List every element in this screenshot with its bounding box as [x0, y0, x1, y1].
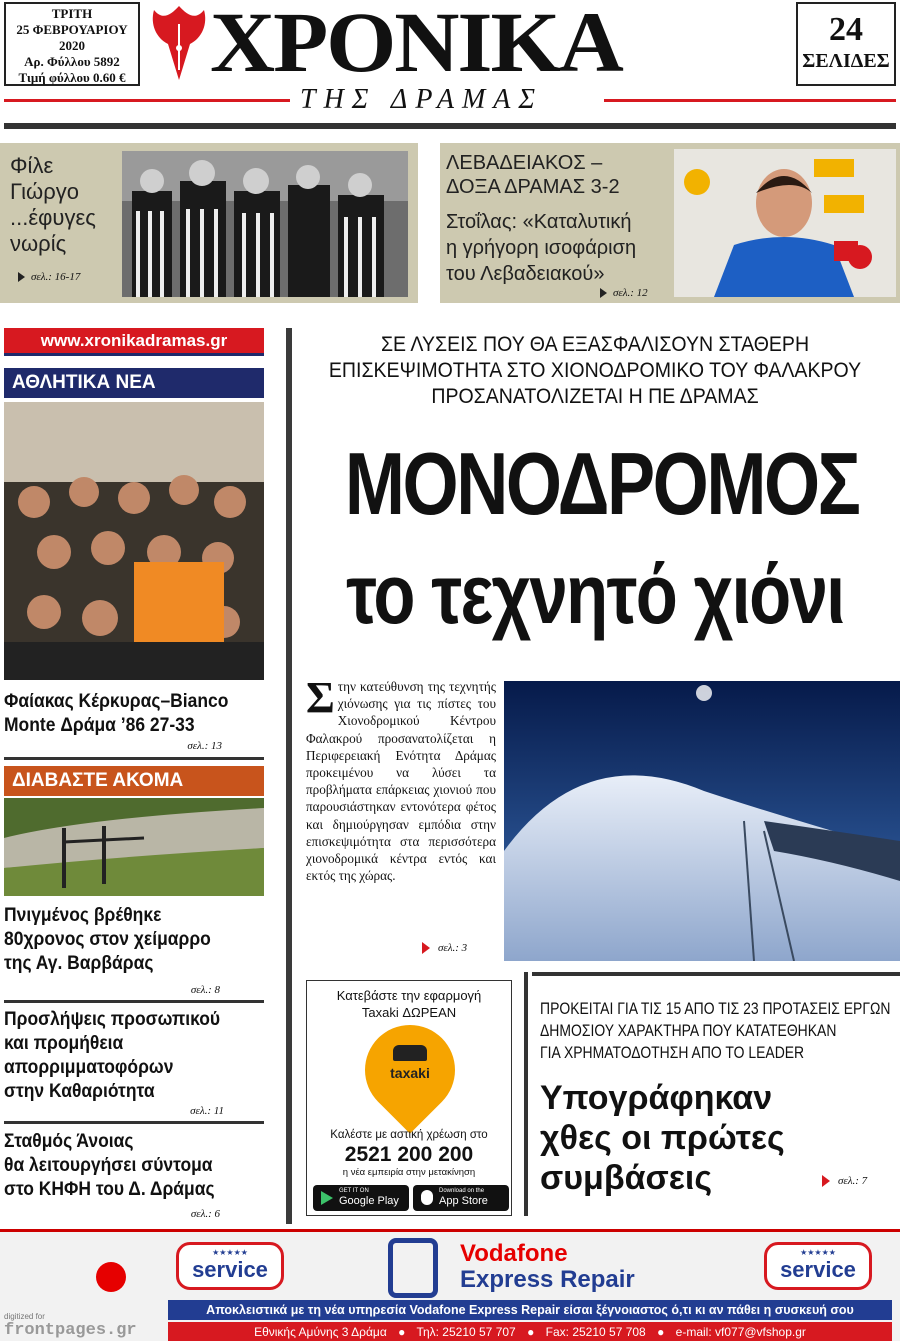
vodafone-logo-icon [96, 1262, 126, 1292]
vodafone-brand: Vodafone [460, 1240, 568, 1267]
google-play-button[interactable]: GET IT ON Google Play [313, 1185, 409, 1211]
issue-date: 25 ΦΕΒΡΟΥΑΡΙΟΥ 2020 [16, 22, 128, 53]
second-story-divider [524, 972, 528, 1216]
story-drowned-page: σελ.: 8 [190, 984, 220, 996]
sports-page: σελ.: 13 [187, 740, 222, 752]
header-divider [4, 123, 896, 129]
vodafone-address: Εθνικής Αμύνης 3 Δράμα [254, 1325, 387, 1339]
teaser-levadeiakos-title: ΛΕΒΑΔΕΙΑΚΟΣ – ΔΟΞΑ ΔΡΑΜΑΣ 3-2 [446, 152, 620, 198]
main-headline-second-line[interactable]: το τεχνητό χιόνι [346, 547, 844, 641]
taxaki-logo-text: taxaki [390, 1065, 430, 1081]
main-body-text: Στην κατεύθυνση της τεχνητής χιόνωσης για τις πίστες του Χιονοδρομικού Κέντρου Φαλακρού προσανατολίζεται η Περιφερειακή Ενότητα Δράμας προκειμένου να λύσει τα προβλήματα επάρκειας χιονιού που παρουσιάστηκαν εντονότερα φέτος και δημιούργησαν εμπόδια στην επισκεψιμότητα στα περισσότερα χιονοδρομικά κέντρα εντός και εκτός της χώρας. [306, 673, 496, 884]
drop-cap: Σ [306, 673, 335, 722]
second-story-kicker: ΠΡΟΚΕΙΤΑΙ ΓΙΑ ΤΙΣ 15 ΑΠΟ ΤΙΣ 23 ΠΡΟΤΑΣΕΙΣ ΕΡΓΩΝ ΔΗΜΟΣΙΟΥ ΧΑΡΑΚΤΗΡΑ ΠΟΥ ΚΑΤΑΤΕΘΗΚΑΝ ΓΙΑ ΧΡΗΜΑΤΟΔΟΤΗΣΗ ΑΠΟ ΤΟ LEADER [540, 999, 891, 1062]
left-rule [4, 757, 264, 760]
teaser-levadeiakos[interactable] [440, 143, 900, 303]
taxaki-tagline: η νέα εμπειρία στην μετακίνηση [342, 1167, 476, 1178]
story-kifi-page: σελ.: 6 [190, 1208, 220, 1220]
second-story-top-rule [532, 972, 900, 976]
teaser-levadeiakos-page: σελ.: 12 [600, 287, 648, 299]
sports-news-banner: ΑΘΛΗΤΙΚΑ ΝΕΑ [4, 368, 264, 398]
fountain-pen-logo-icon [150, 4, 208, 80]
vodafone-ad[interactable] [0, 1229, 900, 1341]
main-body-page: σελ.: 3 [422, 942, 467, 954]
vodafone-express-repair: Express Repair [460, 1266, 635, 1293]
taxaki-ad[interactable] [306, 980, 512, 1216]
handball-team-celebration-photo [4, 402, 264, 680]
taxaki-call-line: Καλέστε με αστική χρέωση στο [330, 1129, 488, 1141]
second-story-page: σελ.: 7 [822, 1175, 867, 1187]
main-kicker: ΣΕ ΛΥΣΕΙΣ ΠΟΥ ΘΑ ΕΞΑΣΦΑΛΙΣΟΥΝ ΣΤΑΘΕΡΗ ΕΠΙΣΚΕΨΙΜΟΤΗΤΑ ΣΤΟ ΧΙΟΝΟΔΡΟΜΙΚΟ ΤΟΥ ΦΑΛΑΚΡΟΥ ΠΡΟΣΑΝΑΤΟΛΙΖΕΤΑΙ Η ΠΕ ΔΡΑΜΑΣ [328, 333, 862, 408]
issue-info-box [4, 2, 140, 86]
issue-day: ΤΡΙΤΗ [51, 6, 93, 21]
page-count: 24 [829, 11, 863, 48]
left-rule [4, 1121, 264, 1124]
story-drowned[interactable]: Πνιγμένος βρέθηκε 80χρονος στον χείμαρρο της Αγ. Βαρβάρας [4, 905, 211, 974]
taxaki-ad-line2: Taxaki ΔΩΡΕΑΝ [361, 1005, 457, 1020]
left-rule [4, 1000, 264, 1003]
issue-number: Αρ. Φύλλου 5892 [24, 54, 120, 69]
vodafone-email[interactable]: e-mail: vf077@vfshop.gr [675, 1325, 806, 1339]
issue-price: Τιμή φύλλου 0.60 € [18, 70, 126, 85]
masthead-rule-left [4, 99, 290, 102]
vodafone-fax: Fax: 25210 57 708 [545, 1325, 646, 1339]
watermark-line1: digitized for [4, 1312, 45, 1321]
vodafone-tagline: Αποκλειστικά με τη νέα υπηρεσία Vodafone Express Repair είσαι ξέγνοιαστος ό,τι κι αν πάθει η συσκευή σου [168, 1300, 892, 1320]
story-hiring[interactable]: Προσλήψεις προσωπικού και προμήθεια απορριμματοφόρων στην Καθαριότητα [4, 1009, 221, 1102]
website-link[interactable]: www.xronikadramas.gr [40, 331, 228, 350]
main-headline[interactable]: ΜΟΝΟΔΡΟΜΟΣ [344, 434, 859, 533]
vodafone-contact-bar: Εθνικής Αμύνης 3 Δράμα ● Τηλ: 25210 57 707 ● Fax: 25210 57 708 ● e-mail: vf077@vfshop.gr [168, 1322, 892, 1341]
stream-photo [4, 798, 264, 896]
website-banner[interactable] [4, 328, 264, 356]
sports-headline[interactable]: Φαίακας Κέρκυρας–Bianco Monte Δράμα ’86 27-33 [4, 691, 229, 736]
taxi-car-icon [393, 1045, 427, 1061]
page-count-box [796, 2, 896, 86]
football-team-photo [122, 151, 408, 297]
story-kifi[interactable]: Σταθμός Άνοιας θα λειτουργήσει σύντομα στο ΚΗΦΗ του Δ. Δράμας [4, 1131, 215, 1200]
teaser-giorgos-title: Φίλε Γιώργο ...έφυγες νωρίς [10, 153, 96, 256]
apple-icon [421, 1190, 433, 1205]
masthead-subtitle: ΤΗΣ ΔΡΑΜΑΣ [300, 84, 544, 115]
app-store-button[interactable]: Download on the App Store [413, 1185, 509, 1211]
taxaki-phone[interactable]: 2521 200 200 [344, 1143, 474, 1166]
taxaki-ad-line1: Κατεβάστε την εφαρμογή [336, 988, 482, 1003]
page-count-label: ΣΕΛΙΔΕΣ [802, 50, 890, 72]
read-more-banner: ΔΙΑΒΑΣΤΕ ΑΚΟΜΑ [4, 766, 264, 796]
teaser-giorgos[interactable] [0, 143, 418, 303]
masthead-title: ΧΡΟΝΙΚΑ [210, 0, 622, 90]
story-hiring-page: σελ.: 11 [190, 1105, 224, 1117]
service-badge-right: ★★★★★ service [764, 1242, 872, 1290]
coach-press-photo [674, 149, 896, 297]
masthead-rule-right [604, 99, 896, 102]
teaser-levadeiakos-subtitle: Στοΐλας: «Καταλυτική η γρήγορη ισοφάριση του Λεβαδειακού» [446, 211, 637, 285]
column-divider [286, 328, 292, 1224]
service-badge-left: ★★★★★ service [176, 1242, 284, 1290]
second-story-headline[interactable]: Υπογράφηκαν χθες οι πρώτες συμβάσεις [540, 1079, 785, 1197]
google-play-icon [321, 1191, 333, 1205]
teaser-giorgos-page: σελ.: 16-17 [18, 271, 80, 283]
snowy-mountain-photo [504, 681, 900, 961]
phone-repair-icon [388, 1238, 438, 1298]
vodafone-tel[interactable]: Τηλ: 25210 57 707 [416, 1325, 516, 1339]
watermark-line2: frontpages.gr [4, 1321, 137, 1340]
